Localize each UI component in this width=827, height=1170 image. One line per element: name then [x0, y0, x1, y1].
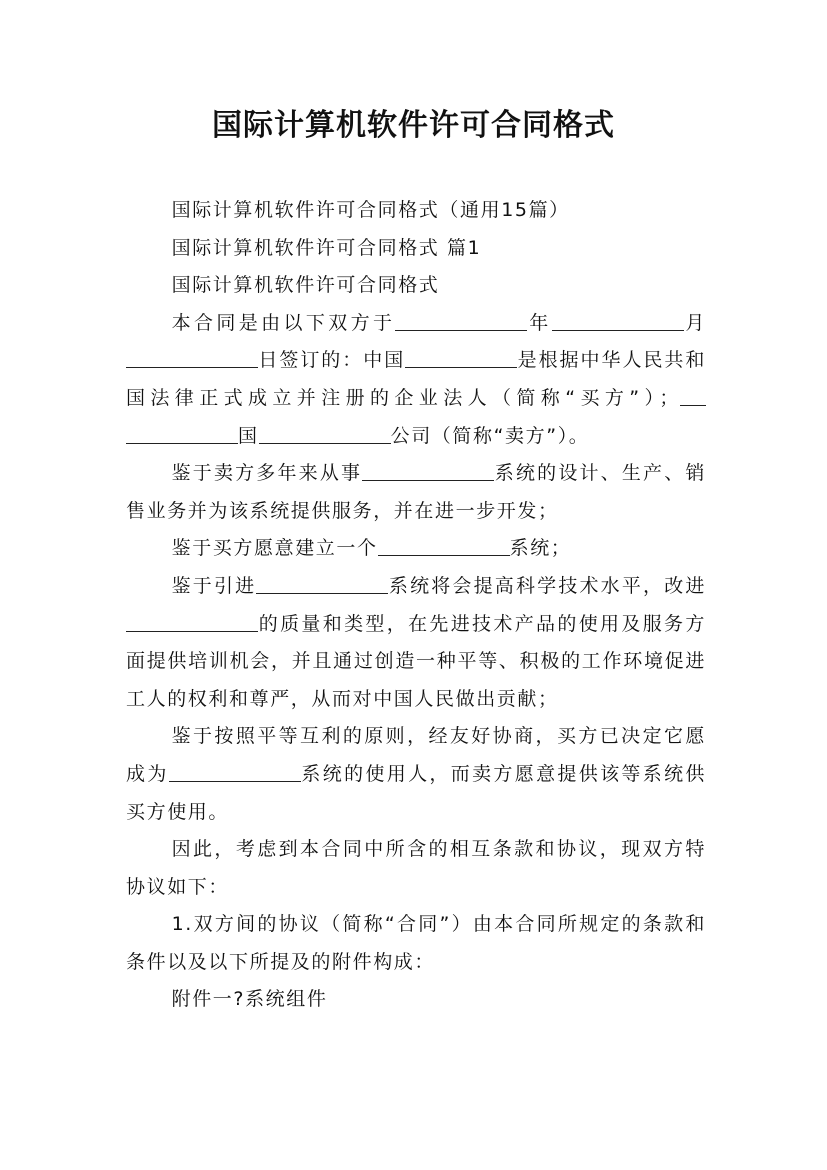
blank-line — [680, 386, 706, 406]
text-segment: 鉴于按照平等互利的原则，经友好协商，买方已决定它愿成为 — [126, 725, 706, 785]
paragraph-introduction — [126, 568, 706, 718]
paragraph-seller-business — [126, 455, 706, 530]
blank-line — [378, 536, 510, 556]
paragraph-buyer-intent — [126, 530, 706, 568]
blank-line — [552, 311, 684, 331]
text-segment: 的质量和类型，在先进技术产品的使用及服务方面提供培训机会，并且通过创造一种平等、积极的工作环境促进工人的权利和尊严，从而对中国人民做出贡献； — [126, 612, 706, 710]
blank-line — [259, 424, 391, 444]
paragraph-parties — [126, 305, 706, 455]
blank-line — [126, 612, 258, 632]
text-segment: 系统将会提高科学技术水平，改进 — [388, 574, 706, 597]
text-segment: 本合同是由以下双方于 — [171, 311, 396, 334]
text-segment: 是根据中华人民共和国法律正式成立并注册的企业法人（简称“买方”）； — [126, 349, 707, 409]
text-segment: 系统； — [509, 537, 572, 560]
text-segment: 鉴于卖方多年来从事 — [171, 462, 363, 485]
contract-name: 国际计算机软件许可合同格式 — [171, 274, 440, 297]
paragraph-mutual-benefit — [126, 718, 706, 831]
subtitle: 国际计算机软件许可合同格式（通用15篇） — [171, 199, 570, 221]
section-heading: 国际计算机软件许可合同格式 篇1 — [171, 236, 482, 259]
blank-line — [256, 574, 388, 594]
text-segment: 年 — [527, 311, 552, 334]
clause-1: 1.双方间的协议（简称“合同”）由本合同所规定的条款和条件以及以下所提及的附件构成： — [126, 913, 706, 973]
blank-line — [405, 348, 517, 368]
text-segment: 鉴于引进 — [171, 574, 257, 597]
text-segment: 月 — [683, 311, 706, 334]
document-body — [126, 192, 706, 1019]
text-segment: 公司（简称“卖方”）。 — [390, 424, 590, 447]
blank-line — [362, 461, 494, 481]
annex-1: 附件一?系统组件 — [171, 988, 328, 1011]
text-segment: 日签订的：中国 — [258, 349, 406, 372]
text-segment: 系统的设计、生产、销售业务并为该系统提供服务，并在进一步开发； — [126, 462, 706, 522]
text-segment: 鉴于买方愿意建立一个 — [171, 537, 378, 560]
blank-line — [169, 762, 301, 782]
blank-line — [126, 424, 238, 444]
paragraph-agreement: 因此，考虑到本合同中所含的相互条款和协议，现双方特协议如下： — [126, 838, 706, 898]
text-segment: 系统的使用人，而卖方愿意提供该等系统供买方使用。 — [126, 762, 706, 823]
document-title: 国际计算机软件许可合同格式 — [212, 108, 615, 143]
blank-line — [395, 311, 527, 331]
blank-line — [126, 348, 258, 368]
text-segment: 国 — [238, 424, 259, 447]
